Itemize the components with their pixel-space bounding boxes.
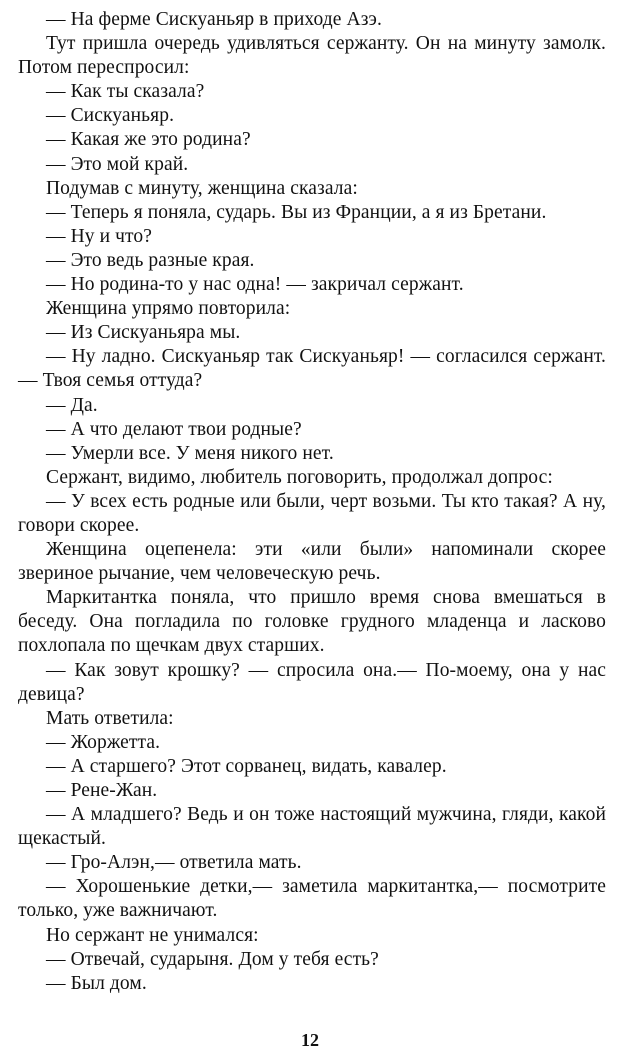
paragraph: Сержант, видимо, любитель поговорить, продолжал допрос:	[46, 466, 553, 488]
paragraph: — Отвечай, сударыня. Дом у тебя есть?	[46, 948, 379, 970]
paragraph: — Рене-Жан.	[46, 780, 158, 801]
paragraph: — Это мой край.	[46, 153, 189, 175]
paragraph: — Какая же это родина?	[46, 129, 251, 151]
paragraph: — Ну и что?	[46, 225, 152, 247]
paragraph: — Теперь я поняла, сударь. Вы из Франции, а я из Бретани.	[46, 201, 547, 223]
paragraph: Мать ответила:	[46, 707, 174, 729]
paragraph: Маркитантка поняла, что пришло время снова вмешаться в беседу. Она погладила по головке грудного младенца и ласково похлопала по щечкам двух старших.	[18, 587, 606, 657]
paragraph: — Умерли все. У меня никого нет.	[46, 442, 334, 464]
paragraph: Женщина упрямо повторила:	[46, 298, 291, 320]
paragraph: — Сискуаньяр.	[46, 105, 175, 127]
paragraph: — А старшего? Этот сорванец, видать, кавалер.	[46, 755, 447, 777]
paragraph: — А что делают твои родные?	[46, 418, 302, 440]
paragraph: — Как зовут крошку? — спросила она.— По-моему, она у нас девица?	[18, 659, 606, 705]
paragraph: Но сержант не унимался:	[46, 924, 259, 946]
paragraph: — Жоржетта.	[46, 731, 161, 753]
paragraph: — А младшего? Ведь и он тоже настоящий мужчина, гляди, какой щекастый.	[18, 804, 606, 850]
page-text	[18, 8, 606, 996]
paragraph: — Но родина-то у нас одна! — закричал сержант.	[46, 274, 464, 296]
paragraph: — Был дом.	[46, 972, 147, 994]
paragraph: — Ну ладно. Сискуаньяр так Сискуаньяр! — согласился сержант.— Твоя семья оттуда?	[18, 346, 606, 392]
paragraph: — Хорошенькие детки,— заметила маркитантка,— посмотрите только, уже важничают.	[18, 876, 606, 922]
paragraph: Тут пришла очередь удивляться сержанту. Он на минуту замолк. Потом переспросил:	[18, 33, 606, 79]
paragraph: — Да.	[46, 394, 98, 416]
paragraph: — Как ты сказала?	[46, 81, 205, 103]
page-number: 12	[301, 1030, 319, 1050]
paragraph: — Из Сискуаньяра мы.	[46, 322, 241, 344]
paragraph: — На ферме Сискуаньяр в приходе Азэ.	[46, 9, 382, 30]
paragraph: — Это ведь разные края.	[46, 249, 255, 271]
paragraph: Подумав с минуту, женщина сказала:	[46, 177, 358, 199]
paragraph: — Гро-Алэн,— ответила мать.	[46, 852, 302, 874]
paragraph: — У всех есть родные или были, черт возьми. Ты кто такая? А ну, говори скорее.	[18, 490, 606, 536]
paragraph: Женщина оцепенела: эти «или были» напоминали скорее звериное рычание, чем человеческую речь.	[18, 539, 606, 585]
